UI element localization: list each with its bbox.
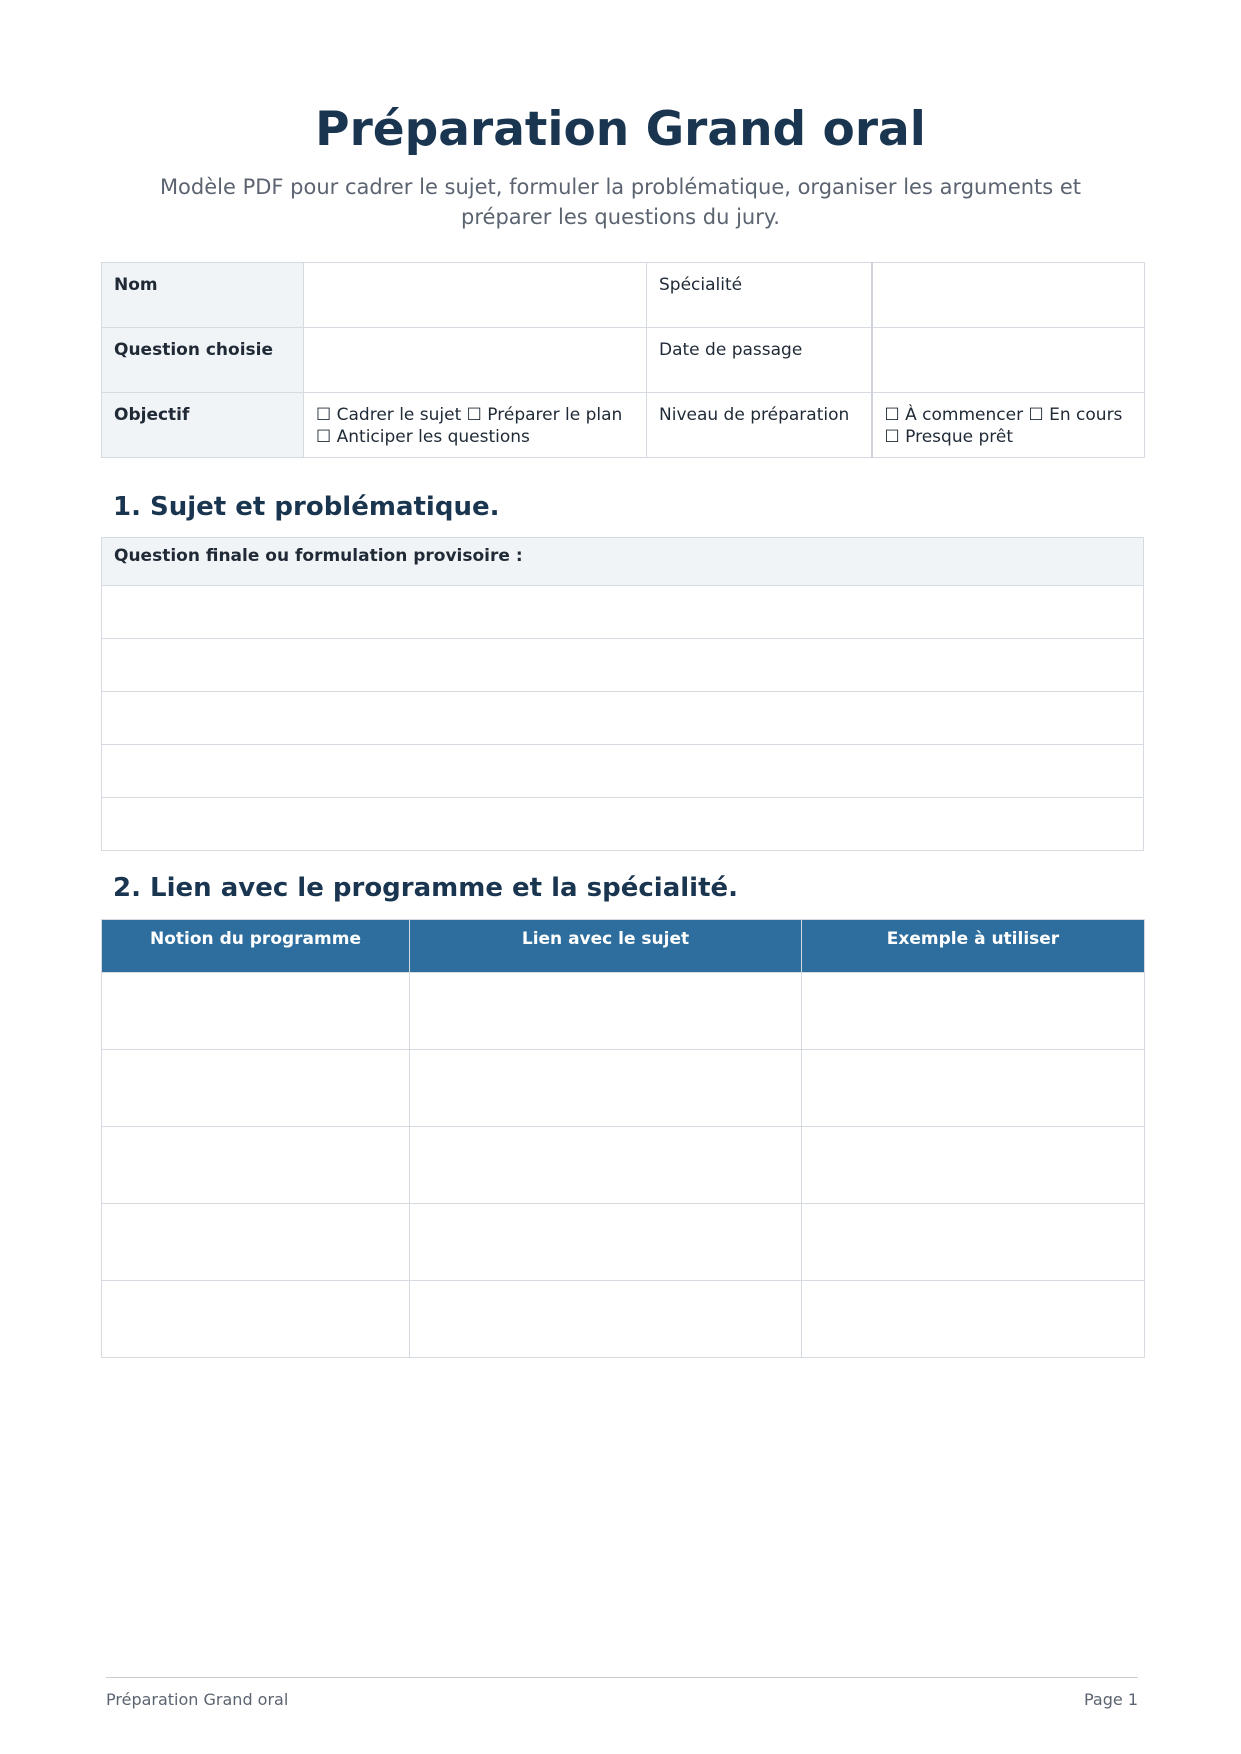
table-row [102, 1281, 1145, 1358]
table-row [102, 692, 1144, 745]
programme-table [101, 919, 1145, 1358]
section-heading-sujet: 1. Sujet et problématique. [113, 492, 500, 522]
table-cell[interactable] [802, 1281, 1145, 1358]
table-cell[interactable] [102, 1050, 410, 1127]
field-objectif-checkboxes[interactable]: ☐ Cadrer le sujet ☐ Préparer le plan ☐ Anticiper les questions [304, 393, 647, 458]
page-title: Préparation Grand oral [315, 102, 926, 157]
table-row [102, 798, 1144, 851]
field-niveau-checkboxes[interactable]: ☐ À commencer ☐ En cours ☐ Presque prêt [872, 393, 1145, 458]
info-table [101, 262, 1145, 458]
table-row [102, 538, 1144, 586]
label-nom: Nom [102, 263, 304, 328]
table-cell[interactable] [410, 973, 802, 1050]
table-row [102, 1050, 1145, 1127]
label-date-de-passage: Date de passage [647, 328, 872, 393]
label-niveau-de-preparation: Niveau de préparation [647, 393, 872, 458]
writing-line[interactable] [102, 745, 1144, 798]
writing-line[interactable] [102, 692, 1144, 745]
writing-line[interactable] [102, 798, 1144, 851]
table-cell[interactable] [102, 1281, 410, 1358]
label-specialite: Spécialité [647, 263, 872, 328]
table-row [102, 263, 1145, 328]
table-row [102, 745, 1144, 798]
problematique-table [101, 537, 1144, 851]
column-header-lien: Lien avec le sujet [410, 920, 802, 973]
column-header-notion: Notion du programme [102, 920, 410, 973]
section-heading-programme: 2. Lien avec le programme et la spécialité. [113, 873, 739, 903]
field-specialite[interactable] [872, 263, 1145, 328]
table-cell[interactable] [802, 973, 1145, 1050]
writing-line[interactable] [102, 586, 1144, 639]
table-row [102, 586, 1144, 639]
field-nom[interactable] [304, 263, 647, 328]
table-row [102, 639, 1144, 692]
table-row [102, 973, 1145, 1050]
column-header-exemple: Exemple à utiliser [802, 920, 1145, 973]
question-finale-label: Question finale ou formulation provisoire : [102, 538, 1144, 586]
footer-divider [106, 1677, 1138, 1678]
label-question-choisie: Question choisie [102, 328, 304, 393]
table-cell[interactable] [102, 1127, 410, 1204]
footer-title: Préparation Grand oral [106, 1690, 289, 1709]
table-row [102, 1204, 1145, 1281]
table-row [102, 328, 1145, 393]
field-date-de-passage[interactable] [872, 328, 1145, 393]
table-header-row [102, 920, 1145, 973]
label-objectif: Objectif [102, 393, 304, 458]
table-cell[interactable] [410, 1204, 802, 1281]
field-question-choisie[interactable] [304, 328, 647, 393]
writing-line[interactable] [102, 639, 1144, 692]
table-cell[interactable] [410, 1050, 802, 1127]
table-row [102, 393, 1145, 458]
page-number: Page 1 [1084, 1690, 1138, 1709]
table-cell[interactable] [102, 973, 410, 1050]
page-subtitle: Modèle PDF pour cadrer le sujet, formuler la problématique, organiser les arguments et préparer les questions du jury. [159, 175, 1082, 229]
table-cell[interactable] [410, 1281, 802, 1358]
table-row [102, 1127, 1145, 1204]
table-cell[interactable] [802, 1127, 1145, 1204]
table-cell[interactable] [802, 1050, 1145, 1127]
table-cell[interactable] [102, 1204, 410, 1281]
table-cell[interactable] [802, 1204, 1145, 1281]
table-cell[interactable] [410, 1127, 802, 1204]
